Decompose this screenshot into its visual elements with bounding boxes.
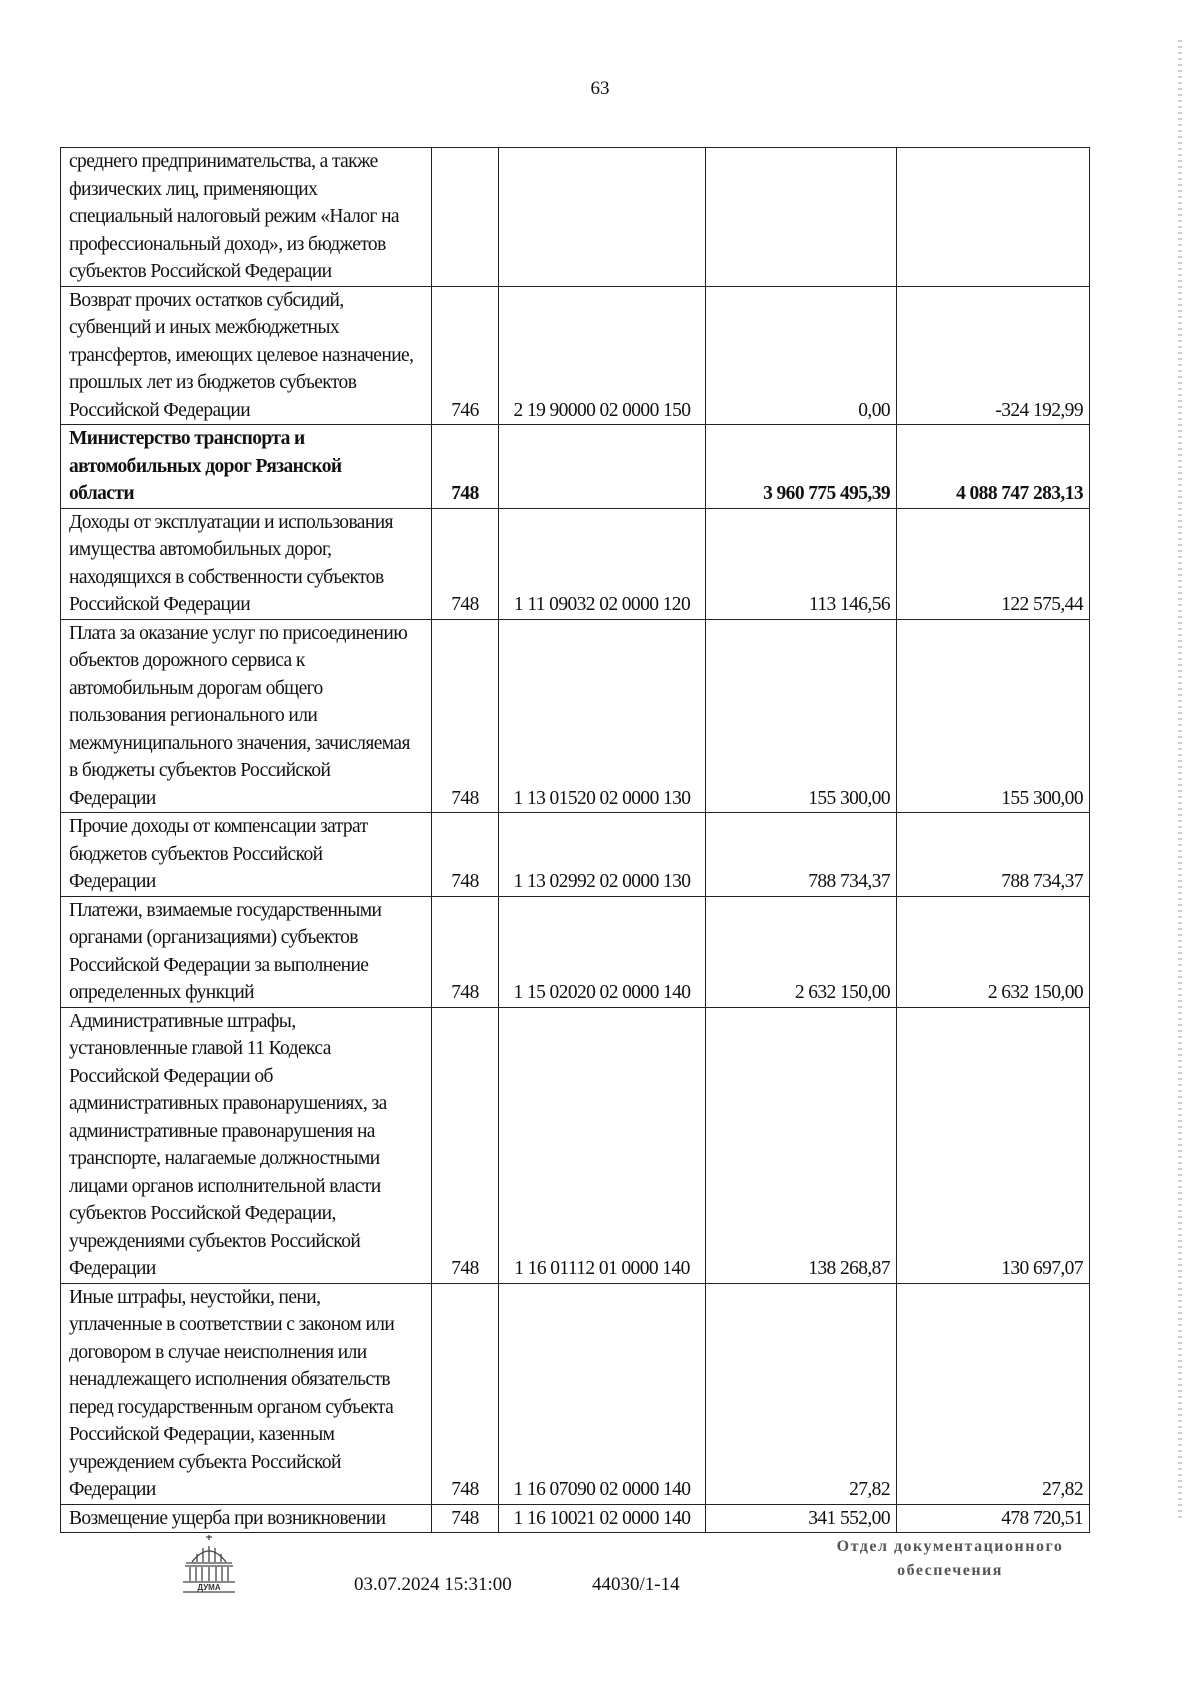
row-name-line: Федерации bbox=[69, 787, 156, 809]
row-plan-cell: 788 734,37 bbox=[706, 813, 897, 897]
department-stamp bbox=[800, 1535, 1100, 1583]
row-name-line: учреждением субъекта Российской bbox=[69, 1451, 341, 1473]
table-row bbox=[61, 425, 1090, 509]
row-grbs-cell: 748 bbox=[432, 813, 499, 897]
table-row bbox=[61, 286, 1090, 425]
row-name-line: Возмещение ущерба при возникновении bbox=[69, 1507, 386, 1529]
row-fact-cell: 155 300,00 bbox=[897, 619, 1090, 813]
table-row bbox=[61, 148, 1090, 287]
table-row bbox=[61, 1007, 1090, 1283]
row-name-line: среднего предпринимательства, а также bbox=[69, 151, 378, 172]
row-name-line: ненадлежащего исполнения обязательств bbox=[69, 1369, 390, 1390]
table-row bbox=[61, 1504, 1090, 1533]
row-name-line: Российской Федерации, казенным bbox=[69, 1424, 335, 1445]
row-name-line: Доходы от эксплуатации и использования bbox=[69, 511, 393, 533]
row-name-line: Российской Федерации об bbox=[69, 1065, 273, 1087]
row-kbk-cell: 1 16 07090 02 0000 140 bbox=[499, 1283, 706, 1504]
row-grbs-cell: 748 bbox=[432, 896, 499, 1007]
row-name-line: Плата за оказание услуг по присоединению bbox=[69, 622, 408, 644]
row-kbk-cell: 1 15 02020 02 0000 140 bbox=[499, 896, 706, 1007]
row-name-line: Федерации bbox=[69, 1258, 156, 1279]
row-name-line: Министерство транспорта и bbox=[69, 428, 305, 449]
row-name-line: субъектов Российской Федерации bbox=[69, 261, 332, 282]
row-grbs-cell: 748 bbox=[432, 508, 499, 619]
row-fact-cell: 4 088 747 283,13 bbox=[897, 425, 1090, 509]
row-name-line: пользования регионального или bbox=[69, 705, 318, 726]
row-name-line: определенных функций bbox=[69, 982, 255, 1003]
row-plan-cell bbox=[706, 148, 897, 287]
row-name-line: субвенций и иных межбюджетных bbox=[69, 317, 339, 338]
row-name-line: Федерации bbox=[69, 1479, 156, 1500]
row-fact-cell: 122 575,44 bbox=[897, 508, 1090, 619]
row-name-line: Возврат прочих остатков субсидий, bbox=[69, 289, 344, 311]
row-plan-cell: 138 268,87 bbox=[706, 1007, 897, 1283]
row-fact-cell: 2 632 150,00 bbox=[897, 896, 1090, 1007]
footer-document-id: 44030/1-14 bbox=[592, 1574, 680, 1595]
row-name-cell bbox=[61, 1007, 432, 1283]
row-name-line: Платежи, взимаемые государственными bbox=[69, 899, 382, 921]
row-plan-cell: 0,00 bbox=[706, 286, 897, 425]
row-name-line: уплаченные в соответствии с законом или bbox=[69, 1314, 395, 1335]
row-name-line: трансфертов, имеющих целевое назначение, bbox=[69, 344, 414, 366]
row-name-cell bbox=[61, 148, 432, 287]
row-kbk-cell: 1 16 01112 01 0000 140 bbox=[499, 1007, 706, 1283]
row-plan-cell: 113 146,56 bbox=[706, 508, 897, 619]
row-name-line: профессиональный доход», из бюджетов bbox=[69, 233, 386, 255]
scan-edge-artifact bbox=[1178, 40, 1182, 1520]
stamp-line-2: обеспечения bbox=[897, 1562, 1003, 1579]
footer-timestamp: 03.07.2024 15:31:00 bbox=[354, 1574, 512, 1595]
row-kbk-cell bbox=[499, 148, 706, 287]
table-row bbox=[61, 619, 1090, 813]
page-number: 63 bbox=[590, 78, 610, 99]
row-name-line: специальный налоговый режим «Налог на bbox=[69, 206, 399, 227]
row-name-line: автомобильным дорогам общего bbox=[69, 677, 323, 699]
row-grbs-cell: 748 bbox=[432, 1504, 499, 1533]
table-row bbox=[61, 813, 1090, 897]
row-fact-cell: 478 720,51 bbox=[897, 1504, 1090, 1533]
row-name-line: области bbox=[69, 483, 134, 504]
row-name-line: автомобильных дорог Рязанской bbox=[69, 455, 342, 477]
row-fact-cell: 27,82 bbox=[897, 1283, 1090, 1504]
row-name-cell bbox=[61, 508, 432, 619]
stamp-line-1: Отдел документационного bbox=[836, 1538, 1064, 1555]
row-name-line: перед государственным органом субъекта bbox=[69, 1396, 394, 1418]
row-name-line: субъектов Российской Федерации, bbox=[69, 1203, 336, 1224]
row-plan-cell: 2 632 150,00 bbox=[706, 896, 897, 1007]
row-name-cell bbox=[61, 813, 432, 897]
row-grbs-cell bbox=[432, 148, 499, 287]
row-name-cell bbox=[61, 619, 432, 813]
table-row bbox=[61, 508, 1090, 619]
row-name-line: органами (организациями) субъектов bbox=[69, 927, 358, 948]
row-kbk-cell: 1 13 01520 02 0000 130 bbox=[499, 619, 706, 813]
budget-table bbox=[60, 147, 1090, 1533]
row-name-line: бюджетов субъектов Российской bbox=[69, 843, 323, 865]
row-name-line: находящихся в собственности субъектов bbox=[69, 566, 384, 588]
row-name-line: Российской Федерации за выполнение bbox=[69, 954, 369, 976]
row-fact-cell: 130 697,07 bbox=[897, 1007, 1090, 1283]
row-name-line: объектов дорожного сервиса к bbox=[69, 650, 305, 671]
row-kbk-cell bbox=[499, 425, 706, 509]
row-name-cell bbox=[61, 896, 432, 1007]
row-name-cell bbox=[61, 1283, 432, 1504]
svg-text:ДУМА: ДУМА bbox=[197, 1583, 221, 1592]
row-name-line: административных правонарушениях, за bbox=[69, 1093, 387, 1114]
budget-table-body bbox=[61, 148, 1090, 1533]
row-kbk-cell: 2 19 90000 02 0000 150 bbox=[499, 286, 706, 425]
row-name-line: Российской Федерации bbox=[69, 399, 251, 421]
row-name-line: административные правонарушения на bbox=[69, 1120, 375, 1142]
row-name-cell bbox=[61, 1504, 432, 1533]
row-name-line: Административные штрафы, bbox=[69, 1010, 296, 1032]
row-kbk-cell: 1 16 10021 02 0000 140 bbox=[499, 1504, 706, 1533]
row-grbs-cell: 748 bbox=[432, 619, 499, 813]
table-row bbox=[61, 896, 1090, 1007]
row-name-line: Российской Федерации bbox=[69, 594, 251, 615]
row-grbs-cell: 748 bbox=[432, 1283, 499, 1504]
row-grbs-cell: 746 bbox=[432, 286, 499, 425]
row-name-cell bbox=[61, 425, 432, 509]
row-plan-cell: 3 960 775 495,39 bbox=[706, 425, 897, 509]
row-name-line: Прочие доходы от компенсации затрат bbox=[69, 816, 368, 837]
row-kbk-cell: 1 11 09032 02 0000 120 bbox=[499, 508, 706, 619]
row-fact-cell: 788 734,37 bbox=[897, 813, 1090, 897]
row-grbs-cell: 748 bbox=[432, 425, 499, 509]
row-name-line: Федерации bbox=[69, 871, 156, 892]
row-kbk-cell: 1 13 02992 02 0000 130 bbox=[499, 813, 706, 897]
row-fact-cell: -324 192,99 bbox=[897, 286, 1090, 425]
row-plan-cell: 341 552,00 bbox=[706, 1504, 897, 1533]
row-name-line: лицами органов исполнительной власти bbox=[69, 1175, 381, 1197]
table-row bbox=[61, 1283, 1090, 1504]
row-name-line: физических лиц, применяющих bbox=[69, 178, 318, 200]
row-name-line: в бюджеты субъектов Российской bbox=[69, 760, 331, 781]
row-plan-cell: 155 300,00 bbox=[706, 619, 897, 813]
row-grbs-cell: 748 bbox=[432, 1007, 499, 1283]
row-name-line: прошлых лет из бюджетов субъектов bbox=[69, 372, 357, 393]
row-name-line: Иные штрафы, неустойки, пени, bbox=[69, 1286, 321, 1308]
duma-logo bbox=[180, 1532, 238, 1594]
row-name-cell bbox=[61, 286, 432, 425]
row-name-line: установленные главой 11 Кодекса bbox=[69, 1038, 331, 1059]
row-name-line: учреждениями субъектов Российской bbox=[69, 1230, 361, 1252]
row-fact-cell bbox=[897, 148, 1090, 287]
row-plan-cell: 27,82 bbox=[706, 1283, 897, 1504]
row-name-line: транспорте, налагаемые должностными bbox=[69, 1148, 380, 1169]
row-name-line: межмуниципального значения, зачисляемая bbox=[69, 732, 410, 754]
row-name-line: имущества автомобильных дорог, bbox=[69, 539, 332, 560]
row-name-line: договором в случае неисполнения или bbox=[69, 1341, 367, 1363]
